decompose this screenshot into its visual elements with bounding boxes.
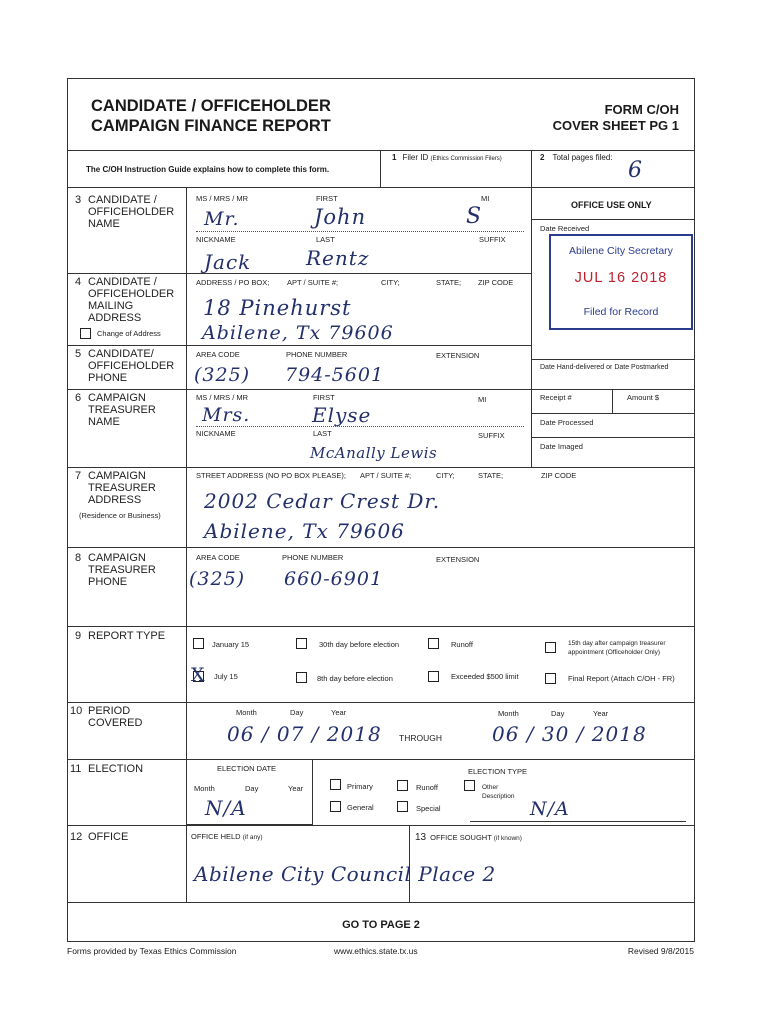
s6-last-value[interactable]: McAnally Lewis — [310, 444, 438, 462]
office-held-text: OFFICE HELD — [191, 832, 241, 841]
section-12-text: OFFICE — [88, 831, 129, 843]
s5-ext-label: EXTENSION — [436, 351, 480, 360]
s3-first-value[interactable]: John — [314, 205, 367, 229]
office-sought-field[interactable] — [412, 845, 692, 897]
report-jan15-label: January 15 — [212, 640, 250, 649]
s8-area-value[interactable]: (325) — [189, 568, 246, 590]
s4-state-label: STATE; — [436, 278, 462, 287]
election-general-checkbox[interactable] — [330, 801, 341, 812]
report-30day-checkbox[interactable] — [296, 638, 307, 649]
section-9-text: REPORT TYPE — [88, 630, 166, 642]
report-jul15-label: July 15 — [214, 672, 238, 681]
filer-id-number: 1 — [392, 153, 397, 162]
s4-apt-label: APT / SUITE #; — [287, 278, 339, 287]
s3-suffix-label: SUFFIX — [479, 235, 506, 244]
s3-last-label: LAST — [316, 235, 335, 244]
election-date-value[interactable]: N/A — [205, 796, 247, 820]
report-runoff-checkbox[interactable] — [428, 638, 439, 649]
section-8-number: 8 — [75, 552, 82, 564]
section-8-text: CAMPAIGN TREASURER PHONE — [88, 552, 156, 588]
date-received-label: Date Received — [540, 224, 590, 233]
section-5-number: 5 — [75, 348, 82, 360]
title-line1: CANDIDATE / OFFICEHOLDER — [91, 97, 331, 115]
section-3-text: CANDIDATE / OFFICEHOLDER NAME — [88, 194, 175, 230]
section-4-number: 4 — [75, 276, 82, 288]
s7-zip-label: ZIP CODE — [541, 471, 577, 480]
s3-nickname-label: NICKNAME — [196, 235, 236, 244]
election-month-label: Month — [194, 784, 215, 793]
office-use-title: OFFICE USE ONLY — [571, 200, 652, 210]
section-4-text: CANDIDATE / OFFICEHOLDER MAILING ADDRESS — [88, 276, 175, 324]
s3-nickname-value[interactable]: Jack — [204, 250, 252, 274]
stamp-office: Abilene City Secretary — [569, 245, 673, 257]
section-12-number: 12 — [70, 831, 83, 843]
footer-provider: Forms provided by Texas Ethics Commission — [67, 946, 237, 956]
office-sought-number: 13 — [415, 832, 427, 843]
election-other-description[interactable]: N/A — [530, 798, 570, 820]
report-8day-checkbox[interactable] — [296, 672, 307, 683]
office-sought-sub: (if known) — [493, 835, 522, 842]
s3-mi-label: MI — [481, 194, 490, 203]
period-from-value[interactable]: 06 / 07 / 2018 — [227, 722, 382, 746]
filer-id-sublabel: (Ethics Commission Filers) — [430, 156, 502, 162]
s6-last-label: LAST — [313, 429, 332, 438]
s6-suffix-label: SUFFIX — [478, 431, 505, 440]
section-6-number: 6 — [75, 392, 82, 404]
footer-url: www.ethics.state.tx.us — [334, 946, 418, 956]
report-15day-checkbox[interactable] — [545, 642, 556, 653]
report-final-checkbox[interactable] — [545, 673, 556, 684]
section-12-title — [70, 831, 182, 843]
form-code: FORM C/OH — [604, 102, 679, 117]
s7-apt-label: APT / SUITE #; — [360, 471, 412, 480]
election-other-label: Other Description — [482, 784, 515, 800]
cover-sheet-label: COVER SHEET PG 1 — [552, 118, 679, 133]
report-exceeded-label: Exceeded $500 limit — [451, 672, 519, 681]
total-pages-number: 2 — [540, 153, 545, 162]
receipt-label: Receipt # — [540, 393, 572, 402]
total-pages-label — [540, 153, 613, 162]
section-9-number: 9 — [75, 630, 82, 642]
section-10-number: 10 — [70, 705, 83, 717]
date-imaged-label: Date Imaged — [540, 442, 583, 451]
period-from-year-label: Year — [331, 708, 347, 717]
s7-state-label: STATE; — [478, 471, 504, 480]
s7-address-line2[interactable]: Abilene, Tx 79606 — [204, 519, 405, 543]
s3-last-value[interactable]: Rentz — [306, 246, 370, 270]
filer-id-text: Filer ID — [402, 153, 429, 162]
election-other-checkbox[interactable] — [464, 780, 475, 791]
s5-phone-label: PHONE NUMBER — [286, 350, 348, 359]
s6-first-value[interactable]: Elyse — [312, 403, 372, 427]
office-held-label — [191, 832, 263, 841]
s7-street-label: STREET ADDRESS (NO PO BOX PLEASE); — [196, 471, 346, 480]
election-date-label: ELECTION DATE — [217, 764, 277, 773]
s5-area-label: AREA CODE — [196, 350, 240, 359]
section-5-title — [75, 348, 183, 384]
section-6-title — [75, 392, 183, 428]
section-9-title — [75, 630, 183, 642]
section-11-title — [70, 763, 182, 775]
section-7-number: 7 — [75, 470, 82, 482]
s4-address-line2[interactable]: Abilene, Tx 79606 — [202, 322, 394, 344]
period-to-month-label: Month — [498, 709, 519, 718]
s4-zip-label: ZIP CODE — [478, 278, 514, 287]
s6-mi-label: MI — [478, 395, 487, 404]
filer-id-label — [392, 153, 502, 162]
period-to-year-label: Year — [593, 709, 609, 718]
s3-mi-value[interactable]: S — [466, 204, 483, 229]
period-from-day-label: Day — [290, 708, 304, 717]
footer-revised: Revised 9/8/2015 — [627, 946, 694, 956]
section-7-text: CAMPAIGN TREASURER ADDRESS — [88, 470, 156, 506]
change-of-address-checkbox[interactable] — [80, 328, 91, 339]
election-day-label: Day — [245, 784, 259, 793]
stamp-filed: Filed for Record — [583, 306, 659, 318]
election-general-label: General — [347, 803, 374, 812]
stamp-date: JUL 16 2018 — [574, 270, 668, 286]
s6-first-label: FIRST — [313, 393, 335, 402]
report-jul15-check-mark: X — [191, 664, 206, 686]
report-runoff-label: Runoff — [451, 640, 473, 649]
date-processed-label: Date Processed — [540, 418, 594, 427]
total-pages-value[interactable]: 6 — [628, 158, 643, 183]
s8-phone-label: PHONE NUMBER — [282, 553, 344, 562]
s4-address-line1[interactable]: 18 Pinehurst — [203, 296, 352, 320]
election-runoff-label: Runoff — [416, 783, 438, 792]
report-jan15-checkbox[interactable] — [193, 638, 204, 649]
section-10-title — [70, 705, 182, 729]
office-held-sub: (if any) — [242, 834, 263, 841]
s6-nickname-label: NICKNAME — [196, 429, 236, 438]
change-of-address-label: Change of Address — [97, 329, 161, 338]
report-8day-label: 8th day before election — [317, 674, 393, 683]
election-primary-label: Primary — [347, 782, 373, 791]
election-date-box — [186, 759, 313, 825]
s7-sub-label: (Residence or Business) — [79, 511, 161, 520]
election-special-checkbox[interactable] — [397, 801, 408, 812]
section-7-title — [75, 470, 183, 506]
title-line2: CAMPAIGN FINANCE REPORT — [91, 117, 331, 135]
period-from-month-label: Month — [236, 708, 257, 717]
office-held-value[interactable]: Abilene City Council Place 2 — [194, 862, 496, 886]
election-runoff-checkbox[interactable] — [397, 780, 408, 791]
s8-area-label: AREA CODE — [196, 553, 240, 562]
go-to-page-2: GO TO PAGE 2 — [342, 919, 420, 931]
s4-city-label: CITY; — [381, 278, 400, 287]
instruction-text: The C/OH Instruction Guide explains how to complete this form. — [86, 165, 330, 174]
period-through-label: THROUGH — [399, 733, 442, 743]
period-to-value[interactable]: 06 / 30 / 2018 — [492, 722, 647, 746]
s8-phone-value[interactable]: 660-6901 — [284, 568, 384, 590]
amount-label: Amount $ — [627, 393, 660, 402]
election-type-label: ELECTION TYPE — [468, 767, 528, 776]
filer-id-field[interactable] — [390, 165, 525, 183]
election-special-label: Special — [416, 804, 441, 813]
office-sought-text: OFFICE SOUGHT — [430, 833, 492, 842]
section-6-text: CAMPAIGN TREASURER NAME — [88, 392, 156, 428]
s6-prefix-value[interactable]: Mrs. — [202, 404, 251, 426]
report-30day-label: 30th day before election — [319, 640, 400, 649]
s5-phone-value[interactable]: 794-5601 — [285, 364, 385, 386]
office-sought-label — [415, 832, 522, 843]
s6-prefix-label: MS / MRS / MR — [196, 393, 249, 402]
s8-ext-label: EXTENSION — [436, 555, 480, 564]
section-3-number: 3 — [75, 194, 82, 206]
s7-address-line1[interactable]: 2002 Cedar Crest Dr. — [204, 489, 441, 513]
total-pages-text: Total pages filed: — [552, 153, 613, 162]
form-id — [553, 102, 679, 134]
section-8-title — [75, 552, 183, 588]
s3-prefix-value[interactable]: Mr. — [204, 208, 240, 230]
section-4-title — [75, 276, 183, 324]
form-title — [91, 96, 331, 136]
report-exceeded-checkbox[interactable] — [428, 671, 439, 682]
section-10-text: PERIOD COVERED — [88, 705, 143, 729]
hand-delivered-label: Date Hand-delivered or Date Postmarked — [540, 364, 669, 371]
election-primary-checkbox[interactable] — [330, 779, 341, 790]
report-final-label: Final Report (Attach C/OH - FR) — [568, 674, 675, 683]
report-15day-label: 15th day after campaign treasurer appointment (Officeholder Only) — [568, 640, 666, 656]
election-other-underline — [470, 821, 686, 822]
section-3-title — [75, 194, 183, 230]
s7-city-label: CITY; — [436, 471, 455, 480]
s3-prefix-label: MS / MRS / MR — [196, 194, 249, 203]
s5-area-value[interactable]: (325) — [194, 364, 251, 386]
section-11-text: ELECTION — [88, 763, 144, 775]
period-to-day-label: Day — [551, 709, 565, 718]
received-stamp — [549, 234, 693, 330]
s3-first-label: FIRST — [316, 194, 338, 203]
election-year-label: Year — [288, 784, 304, 793]
section-11-number: 11 — [70, 763, 82, 775]
s4-address-label: ADDRESS / PO BOX; — [196, 278, 270, 287]
section-5-text: CANDIDATE/ OFFICEHOLDER PHONE — [88, 348, 175, 384]
